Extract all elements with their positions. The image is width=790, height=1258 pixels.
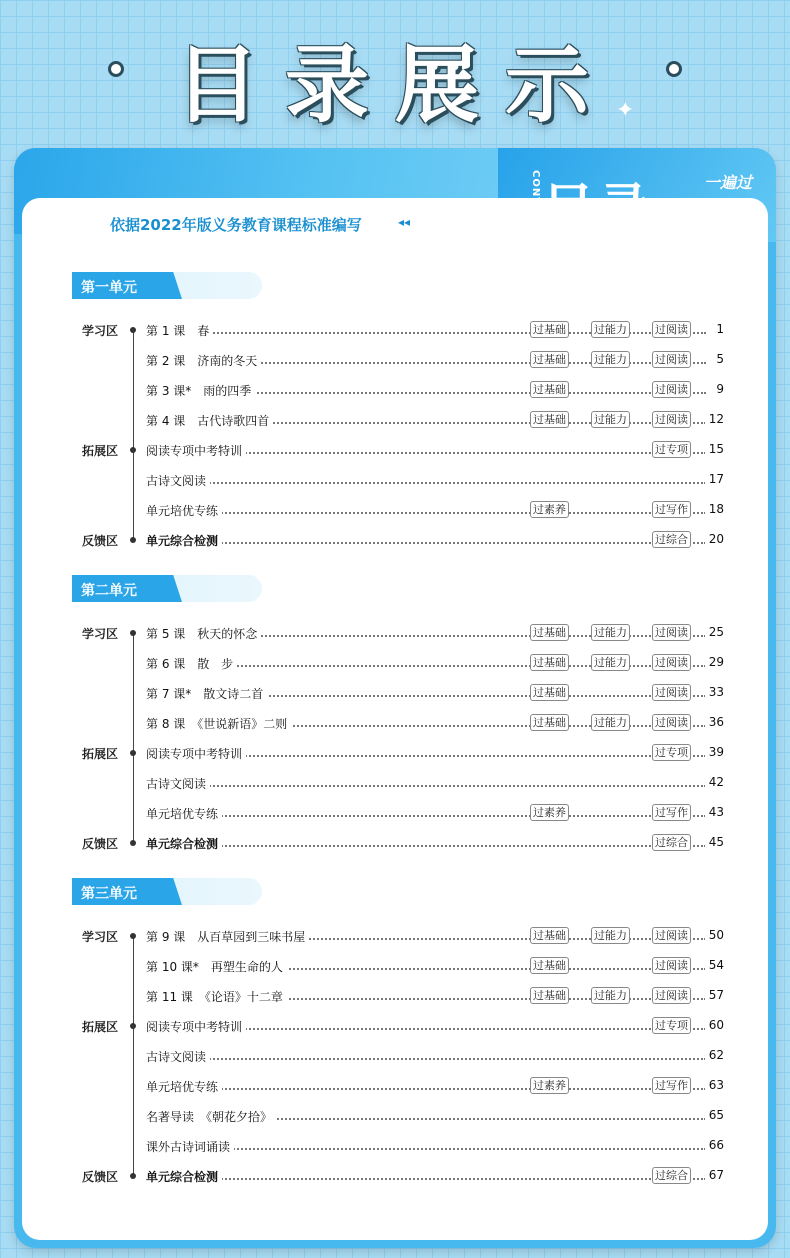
section-tag: 过基础 xyxy=(530,624,569,641)
page-number: 1 xyxy=(712,322,724,336)
toc-entry[interactable] xyxy=(146,1106,724,1126)
section-tag: 过能力 xyxy=(591,411,630,428)
section-tag: 过综合 xyxy=(652,1167,691,1184)
entry-title: 第 8 课 《世说新语》二则 xyxy=(146,715,291,732)
zone-label: 拓展区 xyxy=(82,747,119,761)
unit-banner xyxy=(72,272,262,299)
page-number: 60 xyxy=(705,1018,724,1032)
section-tag: 过基础 xyxy=(530,957,569,974)
zone-label: 拓展区 xyxy=(82,1020,119,1034)
toc-entry[interactable] xyxy=(146,410,724,430)
title-right-dot xyxy=(666,61,682,77)
dot-leader xyxy=(146,785,706,787)
section-tag: 过阅读 xyxy=(652,684,691,701)
entry-title: 第 7 课* 散文诗二首 xyxy=(146,685,267,702)
section-tag: 过综合 xyxy=(652,834,691,851)
page-number: 5 xyxy=(712,352,724,366)
unit-banner xyxy=(72,878,262,905)
section-tag: 过阅读 xyxy=(652,411,691,428)
section-tag: 过写作 xyxy=(652,501,691,518)
zone-dot xyxy=(130,933,136,939)
toc-entry[interactable] xyxy=(146,350,724,370)
zone-dot xyxy=(130,447,136,453)
toc-entry[interactable] xyxy=(146,530,724,550)
section-tag: 过阅读 xyxy=(652,654,691,671)
entry-title: 第 6 课 散 步 xyxy=(146,655,237,672)
toc-entry[interactable] xyxy=(146,1076,724,1096)
page-number: 66 xyxy=(705,1138,724,1152)
zone-dot xyxy=(130,840,136,846)
section-tag: 过基础 xyxy=(530,411,569,428)
page-number: 62 xyxy=(705,1048,724,1062)
section-tag: 过综合 xyxy=(652,531,691,548)
toc-entry[interactable] xyxy=(146,743,724,763)
zone-timeline xyxy=(133,633,134,843)
page-number: 63 xyxy=(705,1078,724,1092)
page-number: 20 xyxy=(705,532,724,546)
page-number: 9 xyxy=(712,382,724,396)
toc-entry[interactable] xyxy=(146,986,724,1006)
page-number: 42 xyxy=(705,775,724,789)
section-tag: 过基础 xyxy=(530,714,569,731)
entry-title: 古诗文阅读 xyxy=(146,472,210,489)
section-tag: 过能力 xyxy=(591,714,630,731)
toc-entry[interactable] xyxy=(146,470,724,490)
entry-title: 单元培优专练 xyxy=(146,1078,222,1095)
entry-title: 第 1 课 春 xyxy=(146,322,213,339)
dot-leader xyxy=(146,1178,706,1180)
section-tag: 过基础 xyxy=(530,351,569,368)
toc-entry[interactable] xyxy=(146,683,724,703)
zone-dot xyxy=(130,630,136,636)
sparkle-icon: ✦ xyxy=(616,98,635,123)
entry-title: 单元培优专练 xyxy=(146,805,222,822)
entry-title: 古诗文阅读 xyxy=(146,775,210,792)
page-number: 50 xyxy=(705,928,724,942)
page-number: 17 xyxy=(705,472,724,486)
toc-entry[interactable] xyxy=(146,1046,724,1066)
dot-leader xyxy=(146,482,706,484)
entry-title: 单元综合检测 xyxy=(146,835,222,852)
zone-timeline xyxy=(133,330,134,540)
toc-entry[interactable] xyxy=(146,833,724,853)
toc-entry[interactable] xyxy=(146,1166,724,1186)
entry-title: 单元培优专练 xyxy=(146,502,222,519)
toc-entry[interactable] xyxy=(146,320,724,340)
section-tag: 过阅读 xyxy=(652,381,691,398)
contents-title: 目录 xyxy=(542,179,655,239)
unit-banner xyxy=(72,575,262,602)
dot-leader xyxy=(146,1088,706,1090)
toc-entry[interactable] xyxy=(146,956,724,976)
entry-title: 阅读专项中考特训 xyxy=(146,745,246,762)
page-number: 45 xyxy=(705,835,724,849)
page-number: 39 xyxy=(705,745,724,759)
section-tag: 过写作 xyxy=(652,1077,691,1094)
section-tag: 过专项 xyxy=(652,744,691,761)
toc-entry[interactable] xyxy=(146,500,724,520)
section-tag: 过阅读 xyxy=(652,714,691,731)
entry-title: 课外古诗词诵读 xyxy=(146,1138,234,1155)
entry-title: 第 2 课 济南的冬天 xyxy=(146,352,261,369)
page-number: 25 xyxy=(705,625,724,639)
section-tag: 过能力 xyxy=(591,987,630,1004)
page-number: 33 xyxy=(705,685,724,699)
section-tag: 过基础 xyxy=(530,654,569,671)
page-number: 65 xyxy=(705,1108,724,1122)
section-tag: 过基础 xyxy=(530,321,569,338)
zone-dot xyxy=(130,1023,136,1029)
toc-entry[interactable] xyxy=(146,926,724,946)
toc-entry[interactable] xyxy=(146,623,724,643)
toc-entry[interactable] xyxy=(146,803,724,823)
toc-entry[interactable] xyxy=(146,653,724,673)
toc-entry[interactable] xyxy=(146,1136,724,1156)
section-tag: 过阅读 xyxy=(652,321,691,338)
page-number: 57 xyxy=(705,988,724,1002)
toc-entry[interactable] xyxy=(146,380,724,400)
page-number: 12 xyxy=(705,412,724,426)
page-number: 29 xyxy=(705,655,724,669)
entry-title: 第 5 课 秋天的怀念 xyxy=(146,625,261,642)
entry-title: 第 10 课* 再塑生命的人 xyxy=(146,958,287,975)
section-tag: 过能力 xyxy=(591,624,630,641)
section-tag: 过阅读 xyxy=(652,351,691,368)
section-tag: 过素养 xyxy=(530,501,569,518)
section-tag: 过能力 xyxy=(591,351,630,368)
section-tag: 过能力 xyxy=(591,654,630,671)
entry-title: 阅读专项中考特训 xyxy=(146,442,246,459)
zone-timeline xyxy=(133,936,134,1176)
section-tag: 过基础 xyxy=(530,684,569,701)
entry-title: 单元综合检测 xyxy=(146,532,222,549)
section-tag: 过阅读 xyxy=(652,624,691,641)
section-tag: 过写作 xyxy=(652,804,691,821)
page-number: 67 xyxy=(705,1168,724,1182)
toc-entry[interactable] xyxy=(146,773,724,793)
unit-title: 第一单元 xyxy=(81,280,137,296)
double-arrow-icon: ◂◂ xyxy=(398,215,411,229)
contents-label: CONTENTS xyxy=(530,170,541,239)
section-tag: 过专项 xyxy=(652,441,691,458)
dot-leader xyxy=(146,815,706,817)
section-tag: 过素养 xyxy=(530,804,569,821)
entry-title: 第 3 课* 雨的四季 xyxy=(146,382,255,399)
unit-title: 第三单元 xyxy=(81,886,137,902)
dot-leader xyxy=(146,512,706,514)
page-number: 15 xyxy=(705,442,724,456)
toc-entry[interactable] xyxy=(146,713,724,733)
section-tag: 过阅读 xyxy=(652,987,691,1004)
section-tag: 过能力 xyxy=(591,927,630,944)
zone-dot xyxy=(130,750,136,756)
entry-title: 名著导读 《朝花夕拾》 xyxy=(146,1108,276,1125)
zone-label: 学习区 xyxy=(82,324,119,338)
section-tag: 过阅读 xyxy=(652,927,691,944)
section-tag: 过素养 xyxy=(530,1077,569,1094)
page-number: 18 xyxy=(705,502,724,516)
section-tag: 过能力 xyxy=(591,321,630,338)
section-tag: 过专项 xyxy=(652,1017,691,1034)
page-title: 目录展示 xyxy=(174,36,615,134)
entry-title: 第 4 课 古代诗歌四首 xyxy=(146,412,273,429)
page-number: 36 xyxy=(705,715,724,729)
toc-entry[interactable] xyxy=(146,1016,724,1036)
section-tag: 过阅读 xyxy=(652,957,691,974)
unit-title: 第二单元 xyxy=(81,583,137,599)
zone-label: 学习区 xyxy=(82,627,119,641)
zone-label: 拓展区 xyxy=(82,444,119,458)
entry-title: 第 11 课 《论语》十二章 xyxy=(146,988,287,1005)
dot-leader xyxy=(146,1058,706,1060)
subtitle: 依据2022年版义务教育课程标准编写 xyxy=(110,216,362,234)
dot-leader xyxy=(146,542,706,544)
section-tag: 过基础 xyxy=(530,987,569,1004)
page-header xyxy=(0,0,790,140)
page-number: 54 xyxy=(705,958,724,972)
section-tag: 过基础 xyxy=(530,381,569,398)
brand-logo: 一遍过 xyxy=(704,173,753,192)
zone-label: 反馈区 xyxy=(82,1170,119,1184)
dot-leader xyxy=(146,845,706,847)
entry-title: 第 9 课 从百草园到三味书屋 xyxy=(146,928,309,945)
zone-dot xyxy=(130,1173,136,1179)
entry-title: 阅读专项中考特训 xyxy=(146,1018,246,1035)
zone-dot xyxy=(130,327,136,333)
zone-label: 反馈区 xyxy=(82,837,119,851)
entry-title: 古诗文阅读 xyxy=(146,1048,210,1065)
page-number: 43 xyxy=(705,805,724,819)
zone-label: 反馈区 xyxy=(82,534,119,548)
section-tag: 过基础 xyxy=(530,927,569,944)
zone-label: 学习区 xyxy=(82,930,119,944)
entry-title: 单元综合检测 xyxy=(146,1168,222,1185)
toc-entry[interactable] xyxy=(146,440,724,460)
zone-dot xyxy=(130,537,136,543)
